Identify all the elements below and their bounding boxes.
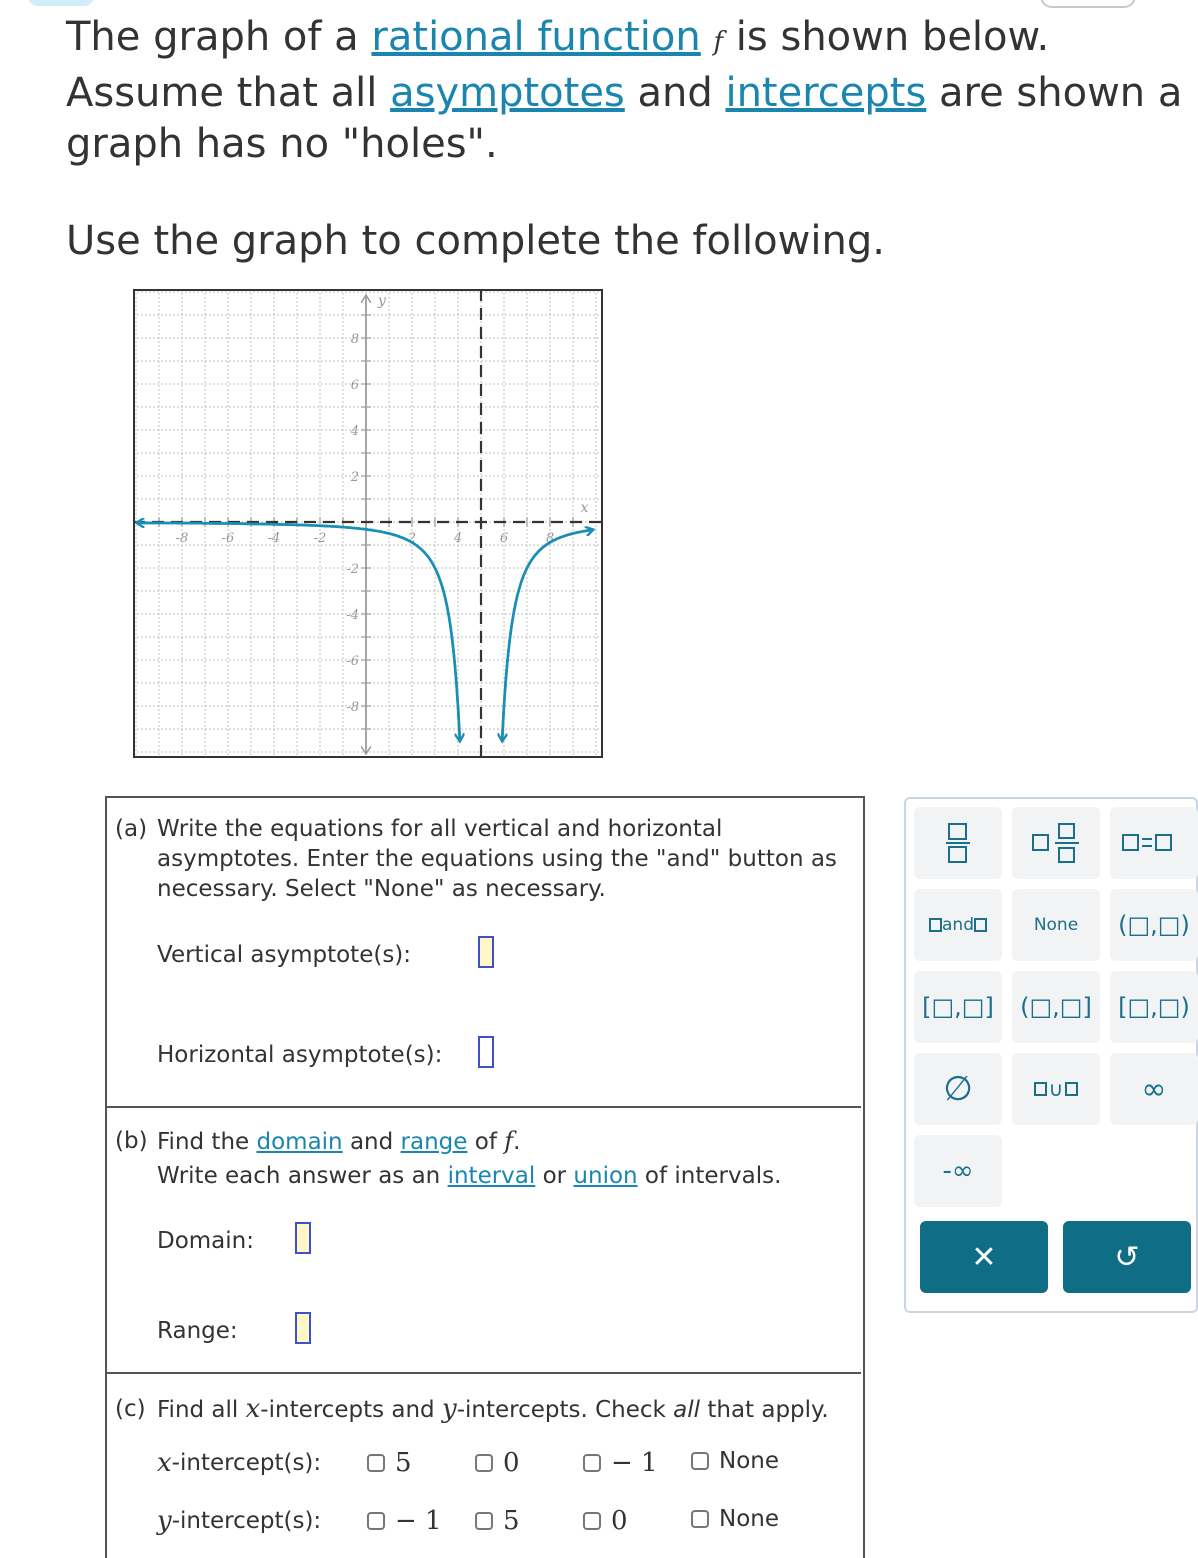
mixed-number-icon <box>1031 821 1081 865</box>
x-intercept-option-1[interactable]: 5 <box>367 1448 412 1478</box>
undo-button[interactable] <box>1063 1221 1191 1293</box>
y-intercept-label: y -intercept(s): <box>157 1506 322 1536</box>
y-tick-label: -2 <box>346 562 359 577</box>
part-a-prompt: Write the equations for all vertical and horizontal asymptotes. Enter the equations using the "and" button as necessary. Select "None" as necessary. <box>157 816 837 902</box>
function-f: f <box>713 27 724 57</box>
infinity-button[interactable]: ∞ <box>1110 1053 1198 1125</box>
part-b-section <box>105 1106 861 1374</box>
x-tick-label: -4 <box>267 531 281 546</box>
problem-intro: The graph of a rational function f is shown below. Assume that all asymptotes and intercepts are shown a graph has no "holes". <box>66 14 1183 167</box>
box-icon <box>1065 1082 1078 1096</box>
top-pill-button[interactable] <box>1040 0 1136 8</box>
fraction-icon <box>945 821 971 865</box>
x-tick-label: -8 <box>175 531 189 546</box>
y-tick-label: 8 <box>350 332 359 347</box>
x-intercept-option-none[interactable]: None <box>691 1448 779 1474</box>
x-tick-label: -6 <box>221 531 235 546</box>
mixed-number-button[interactable] <box>1012 807 1100 879</box>
box-icon <box>1034 1082 1047 1096</box>
interval-link[interactable]: interval <box>447 1163 536 1189</box>
negative-infinity-button[interactable]: -∞ <box>914 1135 1002 1207</box>
x-tick-label: -2 <box>313 531 327 546</box>
checkbox-icon[interactable] <box>583 1512 601 1530</box>
fraction-button[interactable] <box>914 807 1002 879</box>
box-icon <box>929 918 942 932</box>
vertical-asymptote-label: Vertical asymptote(s): <box>157 942 412 968</box>
y-tick-label: -6 <box>346 654 359 669</box>
y-tick-label: 4 <box>350 424 359 439</box>
checkbox-icon[interactable] <box>475 1512 493 1530</box>
and-button[interactable]: and <box>914 889 1002 961</box>
right-open-interval-button[interactable]: [□,□) <box>1110 971 1198 1043</box>
x-tick-label: 8 <box>545 531 555 546</box>
y-intercept-option-none[interactable]: None <box>691 1506 779 1532</box>
x-axis-label: x <box>580 500 589 516</box>
open-interval-button[interactable]: (□,□) <box>1110 889 1198 961</box>
x-tick-label: 4 <box>453 531 463 546</box>
none-button[interactable]: None <box>1012 889 1100 961</box>
intercepts-link[interactable]: intercepts <box>725 70 927 116</box>
undo-icon: ↺ <box>1114 1239 1140 1275</box>
rational-function-graph <box>133 289 603 758</box>
vertical-asymptote-input[interactable] <box>478 936 494 968</box>
y-tick-label: 6 <box>350 378 359 393</box>
x-intercept-option-2[interactable]: 0 <box>475 1448 520 1478</box>
horizontal-asymptote-input[interactable] <box>478 1036 494 1068</box>
equals-button[interactable] <box>1110 807 1198 879</box>
checkbox-icon[interactable] <box>583 1454 601 1472</box>
part-a-tag: (a) <box>115 816 148 842</box>
x-intercept-label: x -intercept(s): <box>157 1448 322 1478</box>
part-c-tag: (c) <box>115 1396 146 1422</box>
y-tick-label: -4 <box>346 608 359 623</box>
asymptotes-link[interactable]: asymptotes <box>390 70 625 116</box>
union-button[interactable]: ∪ <box>1012 1053 1100 1125</box>
range-link[interactable]: range <box>400 1129 468 1155</box>
x-tick-label: 6 <box>499 531 509 546</box>
right-branch-curve-bottom <box>499 530 591 739</box>
y-axis-label: y <box>378 293 386 309</box>
left-open-interval-button[interactable]: (□,□] <box>1012 971 1100 1043</box>
checkbox-icon[interactable] <box>367 1512 385 1530</box>
part-b-prompt: Find the domain and range of f. Write each answer as an interval or union of intervals. <box>157 1127 782 1189</box>
checkbox-icon[interactable] <box>475 1454 493 1472</box>
y-intercept-option-2[interactable]: 5 <box>475 1506 520 1536</box>
domain-input[interactable] <box>295 1222 311 1254</box>
range-label: Range: <box>157 1318 238 1344</box>
y-intercept-option-1[interactable]: − 1 <box>367 1506 442 1536</box>
right-branch-curve <box>499 530 591 739</box>
part-b-tag: (b) <box>115 1128 148 1154</box>
x-tick-label: 2 <box>407 531 417 546</box>
x-intercept-option-3[interactable]: − 1 <box>583 1448 658 1478</box>
math-palette <box>904 797 1198 1313</box>
instruction-text: Use the graph to complete the following. <box>66 218 885 264</box>
y-intercept-option-3[interactable]: 0 <box>583 1506 628 1536</box>
domain-label: Domain: <box>157 1228 254 1254</box>
union-link[interactable]: union <box>573 1163 638 1189</box>
y-tick-label: 2 <box>350 470 359 485</box>
y-tick-label: -8 <box>346 700 359 715</box>
top-tab <box>28 0 94 6</box>
box-icon <box>974 918 987 932</box>
empty-set-button[interactable]: ∅ <box>914 1053 1002 1125</box>
checkbox-icon[interactable] <box>691 1452 709 1470</box>
rational-function-link[interactable]: rational function <box>371 14 701 60</box>
part-c-section <box>105 1372 861 1544</box>
equals-icon <box>1119 828 1189 858</box>
checkbox-icon[interactable] <box>691 1510 709 1528</box>
checkbox-icon[interactable] <box>367 1454 385 1472</box>
part-a-section <box>105 796 861 1106</box>
close-icon: ✕ <box>971 1239 997 1275</box>
part-c-prompt: Find all x-intercepts and y-intercepts. Check all that apply. <box>157 1394 829 1424</box>
domain-link[interactable]: domain <box>256 1129 343 1155</box>
horizontal-asymptote-label: Horizontal asymptote(s): <box>157 1042 443 1068</box>
closed-interval-button[interactable]: [□,□] <box>914 971 1002 1043</box>
clear-button[interactable] <box>920 1221 1048 1293</box>
range-input[interactable] <box>295 1312 311 1344</box>
